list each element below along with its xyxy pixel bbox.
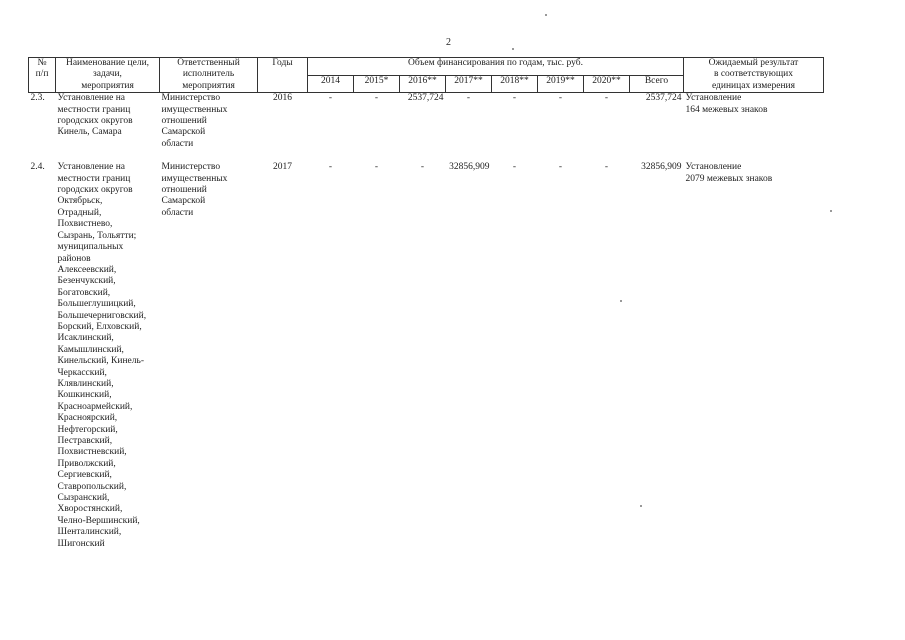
row-value-2018: - — [512, 162, 517, 173]
row-year: 2017 — [273, 162, 292, 173]
table-row — [29, 93, 824, 151]
row-total: 32856,909 — [641, 162, 682, 173]
row-value-2014: - — [328, 162, 333, 173]
row-num: 2.3. — [30, 93, 45, 104]
row-value-2019: - — [558, 93, 563, 104]
header-total: Всего — [630, 75, 684, 93]
header-year-2015: 2015* — [354, 75, 400, 93]
row-value-2020: - — [604, 93, 609, 104]
row-value-2019: - — [558, 162, 563, 173]
scan-speck — [512, 48, 514, 50]
header-num: № п/п — [29, 58, 56, 93]
table-row — [29, 162, 824, 550]
row-value-2015: - — [374, 162, 379, 173]
header-year-2017: 2017** — [446, 75, 492, 93]
scan-speck — [830, 210, 832, 212]
row-spacer — [29, 150, 824, 162]
row-result: Установление 2079 межевых знаков — [685, 162, 773, 184]
row-total: 2537,724 — [645, 93, 682, 104]
scan-speck — [640, 505, 642, 507]
row-result: Установление 164 межевых знаков — [685, 93, 768, 115]
header-year-2020: 2020** — [584, 75, 630, 93]
funding-table — [28, 57, 824, 550]
header-responsible: Ответственный исполнитель мероприятия — [160, 58, 258, 93]
row-responsible: Министерство имущественных отношений Самарской области — [161, 162, 228, 218]
row-name: Установление на местности границ городских округов Кинель, Самара — [57, 93, 133, 138]
header-funding: Объем финансирования по годам, тыс. руб. — [308, 58, 684, 76]
header-result: Ожидаемый результат в соответствующих единицах измерения — [684, 58, 824, 93]
header-year-2014: 2014 — [308, 75, 354, 93]
row-value-2014: - — [328, 93, 333, 104]
page-number: 2 — [446, 37, 451, 48]
scan-speck — [620, 300, 622, 302]
row-name: Установление на местности границ городских округов Октябрьск, Отрадный, Похвистнево, Сызрань, Тольятти; муниципальных районов Алексеевский, Безенчукский, Богатовский, Большеглушицкий, Большечерниговский, Борский, Елховский, Исаклинский, Камышлинский, Кинельский, Кинель- Черкасский, Клявлинский, Кошкинский, Красноармейский, Красноярский, Нефтегорский, Пестравский, Похвистневский, Приволжский, Сергиевский, Ставропольский, Сызранский, Хворостянский, Челно-Вершинский, Шенталинский, Шигонский — [57, 162, 147, 549]
scan-speck — [545, 14, 547, 16]
row-value-2018: - — [512, 93, 517, 104]
row-value-2017: 32856,909 — [449, 162, 490, 173]
row-responsible: Министерство имущественных отношений Самарской области — [161, 93, 228, 149]
row-value-2016: - — [420, 162, 425, 173]
row-num: 2.4. — [30, 162, 45, 173]
row-value-2016: 2537,724 — [407, 93, 444, 104]
header-years: Годы — [258, 58, 308, 93]
row-value-2020: - — [604, 162, 609, 173]
row-value-2015: - — [374, 93, 379, 104]
row-year: 2016 — [273, 93, 292, 104]
header-name: Наименование цели, задачи, мероприятия — [56, 58, 160, 93]
header-year-2018: 2018** — [492, 75, 538, 93]
row-value-2017: - — [466, 93, 471, 104]
header-year-2016: 2016** — [400, 75, 446, 93]
header-year-2019: 2019** — [538, 75, 584, 93]
